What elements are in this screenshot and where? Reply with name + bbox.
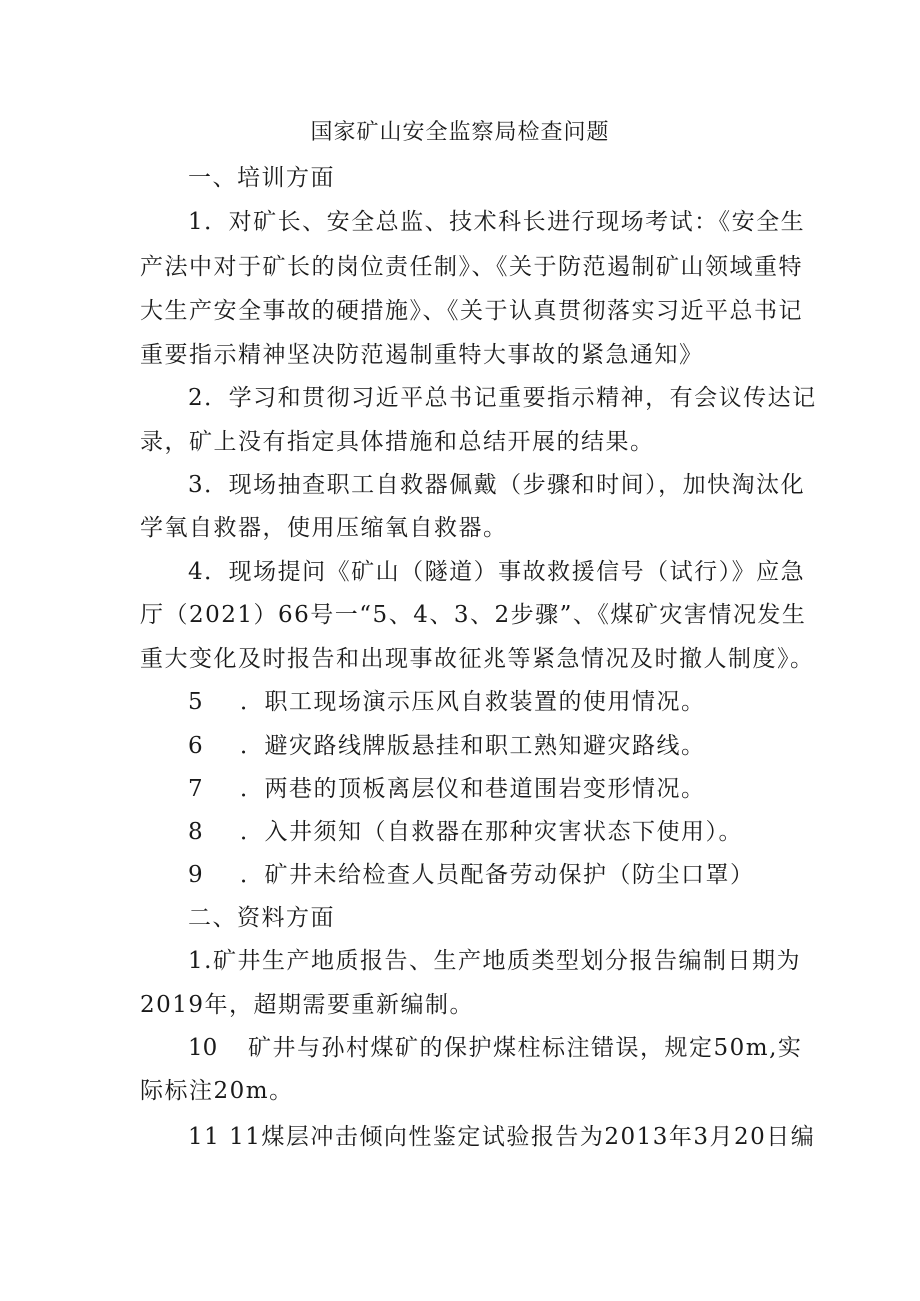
- item-1-line-4: 重要指示精神坚决防范遏制重特大事故的紧急通知》: [140, 342, 704, 368]
- doc-item-10-line-2: 际标注20m。: [140, 1078, 294, 1104]
- item-5-text: ．职工现场演示压风自救装置的使用情况。: [240, 689, 706, 715]
- doc-item-10-number: 10: [188, 1035, 218, 1061]
- item-4-line-3: 重大变化及时报告和出现事故征兆等紧急情况及时撤人制度》。: [140, 646, 815, 672]
- section-heading-documents: 二、资料方面: [188, 905, 335, 931]
- item-4-line-2: 厅（2021）66号一“5、4、3、2步骤”、《煤矿灾害情况发生: [140, 602, 807, 628]
- item-5-number: 5: [188, 689, 203, 715]
- item-1-line-1: 1．对矿长、安全总监、技术科长进行现场考试：《安全生: [188, 209, 806, 235]
- doc-item-11-line-1: 11 11煤层冲击倾向性鉴定试验报告为2013年3月20日编: [188, 1124, 816, 1150]
- item-2-line-1: 2．学习和贯彻习近平总书记重要指示精神，有会议传达记: [188, 385, 817, 411]
- item-7-text: ．两巷的顶板离层仪和巷道围岩变形情况。: [240, 776, 706, 802]
- item-8-number: 8: [188, 819, 203, 845]
- item-6-number: 6: [188, 733, 203, 759]
- item-8-text: ．入井须知（自救器在那种灾害状态下使用）。: [240, 819, 743, 845]
- item-4-line-1: 4．现场提问《矿山（隧道）事故救援信号（试行）》应急: [188, 559, 806, 585]
- doc-item-10-line-1: 矿井与孙村煤矿的保护煤柱标注错误，规定50m,实: [248, 1035, 803, 1061]
- item-1-line-3: 大生产安全事故的硬措施》、《关于认真贯彻落实习近平总书记: [140, 298, 803, 324]
- section-heading-training: 一、培训方面: [188, 165, 335, 191]
- document-title: 国家矿山安全监察局检查问题: [310, 120, 610, 145]
- doc-item-1-line-1: 1.矿井生产地质报告、生产地质类型划分报告编制日期为: [188, 948, 801, 974]
- item-3-line-2: 学氧自救器，使用压缩氧自救器。: [140, 515, 508, 541]
- doc-item-1-line-2: 2019年，超期需要重新编制。: [140, 992, 475, 1018]
- item-2-line-2: 录，矿上没有指定具体措施和总结开展的结果。: [140, 429, 655, 455]
- item-3-line-1: 3．现场抽查职工自救器佩戴（步骤和时间），加快淘汰化: [188, 472, 806, 498]
- item-6-text: ．避灾路线牌版悬挂和职工熟知避灾路线。: [240, 733, 706, 759]
- item-7-number: 7: [188, 776, 203, 802]
- item-9-text: ．矿井未给检查人员配备劳动保护（防尘口罩）: [240, 862, 755, 888]
- item-9-number: 9: [188, 862, 203, 888]
- item-1-line-2: 产法中对于矿长的岗位责任制》、《关于防范遏制矿山领域重特: [140, 254, 803, 280]
